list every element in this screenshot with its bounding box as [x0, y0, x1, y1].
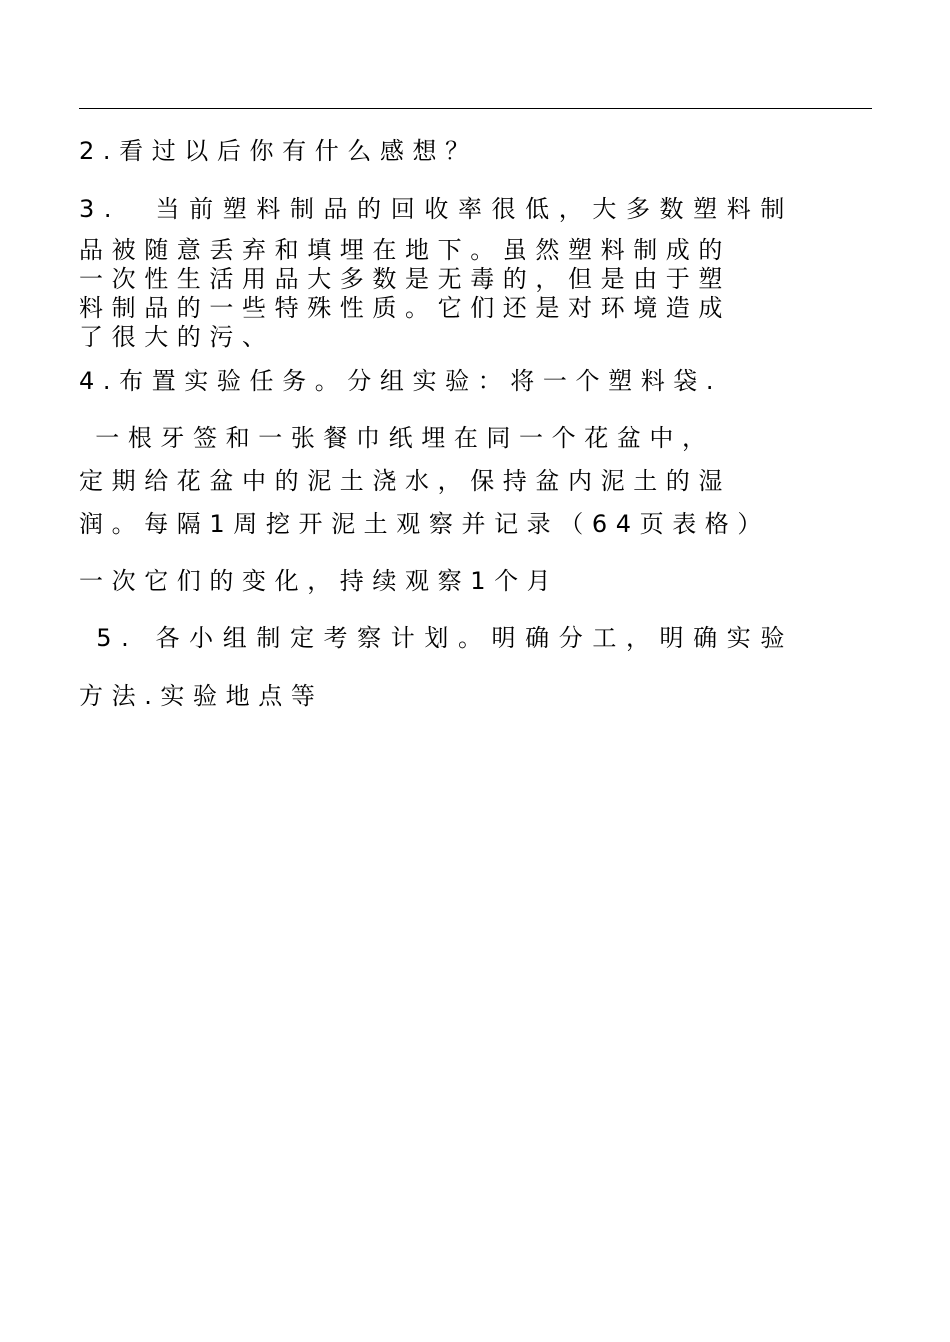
question-4-line-5: 一次它们的变化，持续观察1个月: [79, 567, 560, 595]
question-4-line-1: 4.布置实验任务。分组实验：将一个塑料袋.: [79, 367, 723, 395]
question-2: 2.看过以后你有什么感想？: [79, 137, 478, 165]
question-4-line-2: 一根牙签和一张餐巾纸埋在同一个花盆中，: [79, 424, 715, 452]
question-5-line-1: 5. 各小组制定考察计划。明确分工，明确实验: [79, 624, 794, 652]
question-4-line-4: 润。每隔1周挖开泥土观察并记录（64页表格）: [79, 510, 771, 538]
question-3-line-5: 了很大的污、: [79, 323, 275, 351]
question-3-line-4: 料制品的一些特殊性质。它们还是对环境造成: [79, 294, 731, 322]
question-4-line-3: 定期给花盆中的泥土浇水，保持盆内泥土的湿: [79, 467, 731, 495]
question-5-line-2: 方法.实验地点等: [79, 682, 324, 710]
question-3-line-2: 品被随意丢弃和填埋在地下。虽然塑料制成的: [79, 236, 731, 264]
header-rule: [79, 108, 872, 109]
question-3-line-3: 一次性生活用品大多数是无毒的，但是由于塑: [79, 265, 731, 293]
question-3-line-1: 3. 当前塑料制品的回收率很低，大多数塑料制: [79, 195, 794, 223]
